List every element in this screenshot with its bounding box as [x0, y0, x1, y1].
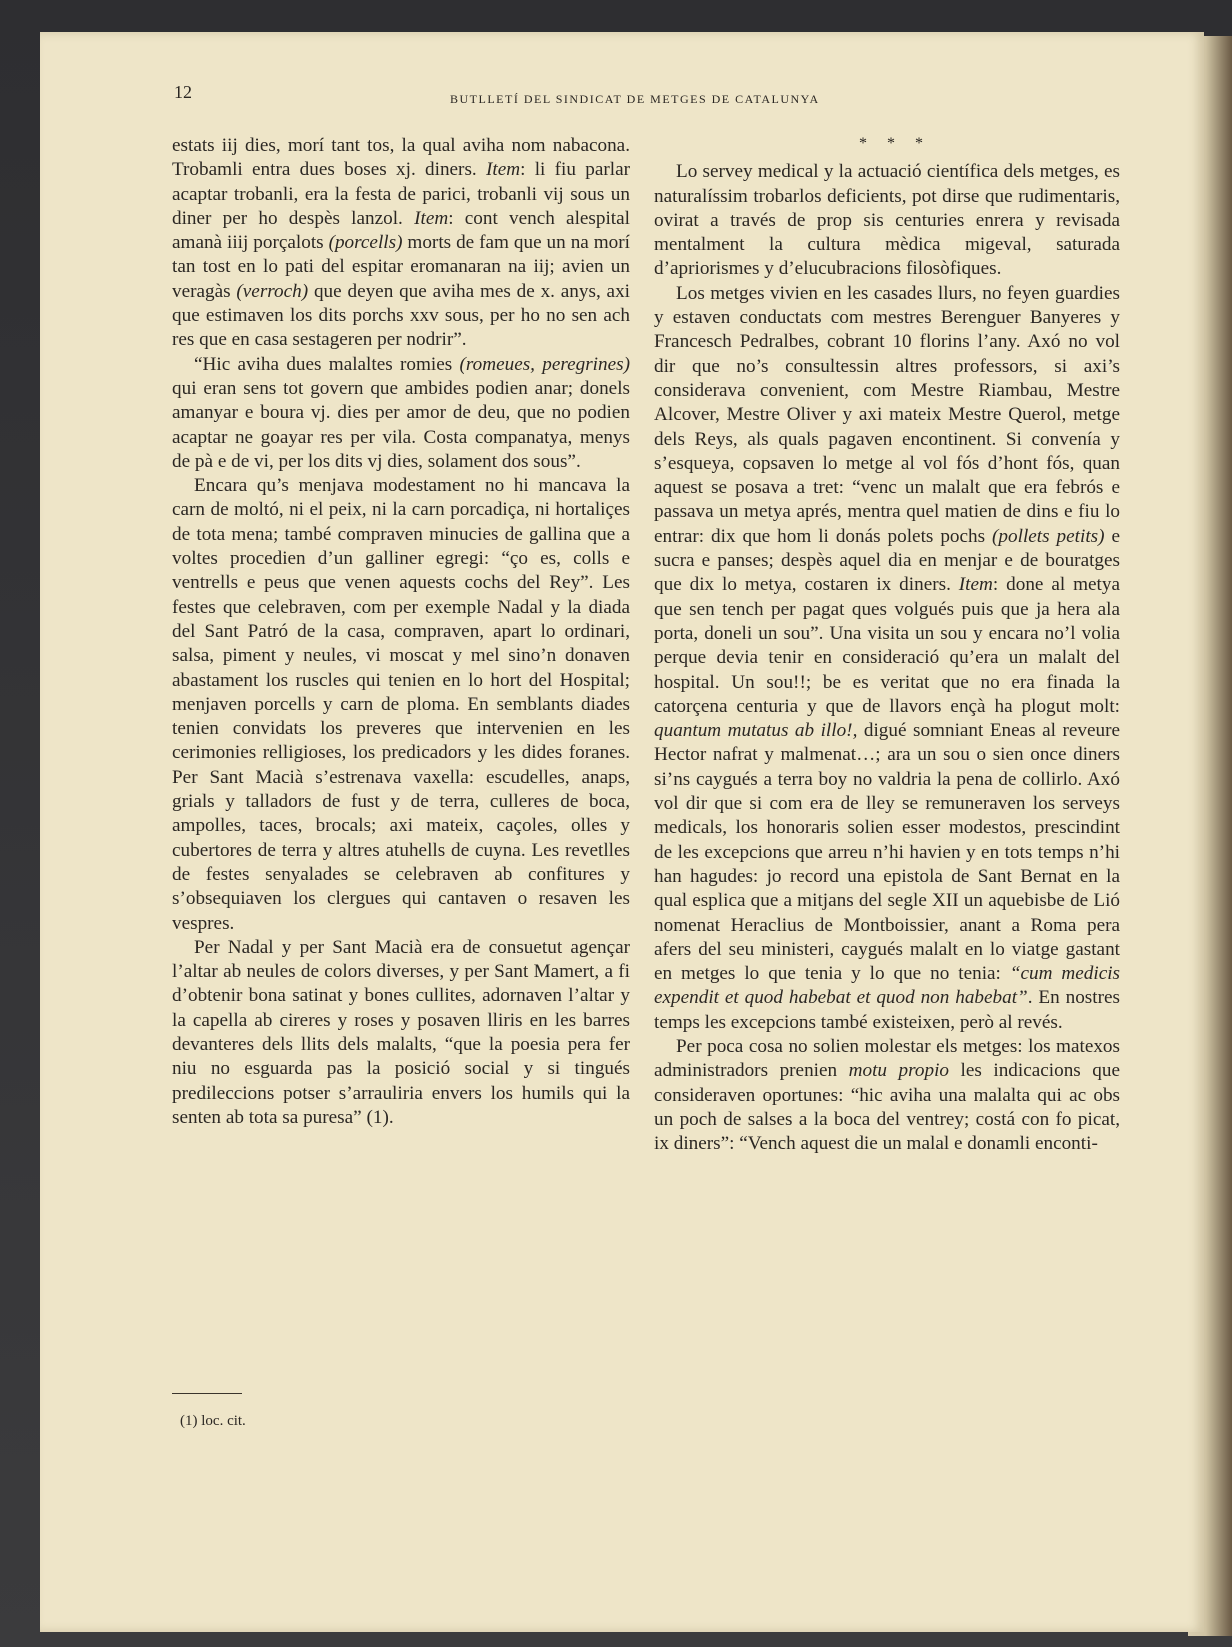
footnote: (1) loc. cit.	[180, 1413, 246, 1429]
paragraph	[654, 282, 1120, 1035]
text-run: les indicacions que consideraven oportunes: “hic aviha una malalta qui ac obs un poch de salses a la boca del ventrey; costá con fo picat, ix diners”: “Vench aquest die un malal e donamli enconti-	[654, 1060, 1121, 1155]
italic-text: (porcells)	[328, 232, 403, 254]
text-run: Per Nadal y per Sant Macià era de consuetut agençar l’altar ab neules de colors diverses, y per Sant Mamert, a fi d’obtenir bona satinat y bones cullites, adornaven l’altar y la capella ab cireres y roses y posaven lliris en les barres devanteres dels llits dels malalts, “que la poesia pera fer niu no esguarda pas la posició social y si tingués predileccions potser s’arrauliria envers los humils qui la senten ab tota sa puresa” (1).	[172, 936, 630, 1128]
paragraph	[172, 474, 630, 936]
italic-text: quantum mutatus ab illo!,	[654, 720, 858, 742]
text-run: : li fiu parlar acaptar trobanli, era la festa de parici, trobanli vij sous un diner per ho despès lanzol.	[172, 159, 630, 229]
italic-text: motu propio	[848, 1060, 950, 1082]
text-run: que deyen que aviha mes de x. anys, axi que estimaven los dits porchs xxv sous, per ho no sen ach res que en casa sestageren per nodrir”.	[172, 280, 631, 351]
text-run: . En nostres temps les excepcions també existeixen, però al revés.	[654, 987, 1120, 1033]
italic-text: “cum medicis expendit et quod habebat et quod non habebat”	[654, 963, 1121, 1009]
text-run: : cont vench alespital amanà iiij porçalots	[172, 207, 630, 254]
paragraph	[654, 160, 1120, 281]
text-run: qui eran sens tot govern que ambides podien anar; donels amanyar e boura vj. dies per amor de deu, que no podien acaptar ne goayar res per vila. Costa companatya, menys de pà e de vi, per los dits vj dies, solament dos sous”.	[172, 377, 630, 472]
text-run: Encara qu’s menjava modestament no hi mancava la carn de moltó, ni el peix, ni la carn porcadiça, ni hortaliçes de tota mena; també compraven minucies de gallina que a voltes procedien d’un galliner egregi: “ço es, colls e ventrells e peus que venen aquests cochs del Rey”. Les festes que celebraven, com per exemple Nadal y la diada del Sant Patró de la casa, compraven, apart lo ordinari, salsa, piment y neules, vi moscat y mel sino’n donaven abastament los ruscles qui tenien en lo hort del Hospital; menjaven porcells y carn de ploma. En semblants diades tenien convidats los preveres que intervenien en les cerimonies relligioses, los predicadors y les dides foranes. Per Sant Macià s’estrenava vaxella: escudelles, anaps, grials y talladors de fust y de terra, culleres de boca, ampolles, taces, brocals; axi mateix, caçoles, olles y cubertores de terra y altres atuhells de cuyna. Les revetlles de festes senyalades se celebraven ab confitures y s’obsequiaven los clergues qui cantaven o resaven les vespres.	[172, 475, 630, 934]
right-column	[654, 132, 1120, 1156]
text-run: Lo servey medical y la actuació científica dels metges, es naturalíssim trobarlos deficients, pot dirse que rudimentaris, ovirat a través de prop sis centuries enrera y revisada mentalment la cultura mèdica migeval, saturada d’apriorismes y d’elucubracions filosòfiques.	[654, 161, 1120, 280]
footnote-rule	[172, 1393, 242, 1394]
page-number: 12	[174, 82, 192, 102]
text-run: “Hic aviha dues malaltes romies	[194, 353, 460, 375]
text-run: digué somniant Eneas al reveure Hector nafrat y malmenat…; ara un sou o sien once diners si’ns caygués a terra boy no valdria la pena de collirlo. Axó vol dir que si com era de lley se remuneraven los serveys medicals, los honoraris solien esser modestos, prescindint de les excepcions que arreu n’hi havien y en tots temps n’hi han hagudes: jo record una epistola de Sant Bernat en la qual esplica que a mitjans del segle XII un aquebisbe de Lió nomenat Heraclius de Montboissier, anant a Roma pera afers del seu ministeri, caygués malalt en lo viatge gastant en metges lo que tenia y lo que no tenia:	[654, 720, 1120, 985]
italic-text: Item	[414, 207, 449, 229]
text-run: morts de fam que un na morí tan tost en lo pati del espitar eromanaran na iij; avien un veragàs	[172, 232, 630, 302]
italic-text: (romeues, peregrines)	[459, 353, 630, 375]
section-asterism: * * *	[859, 135, 931, 152]
paragraph	[172, 353, 630, 474]
italic-text: Item	[958, 574, 993, 596]
paragraph	[654, 1035, 1120, 1156]
right-column-body	[654, 160, 1120, 1156]
paragraph	[172, 134, 630, 353]
italic-text: Item	[486, 159, 521, 181]
text-run: Per poca cosa no solien molestar els metges: los matexos administradors prenien	[654, 1035, 1120, 1082]
text-run: e sucra e panses; despès aquel dia en menjar e de bouratges que dix lo metya, costaren ix diners.	[654, 525, 1120, 596]
text-run: : done al metya que sen tench per pagat ques volgués puis que ja hera ala porta, doneli un sou”. Una visita un sou y encara no’l volia perque devia tenir en consideració qu’era un malalt del hospital. Un sou!!; be es veritat que no era finada la catorçena centuria y que de llavors ençà ha plogut molt:	[654, 574, 1120, 717]
running-head: BUTLLETÍ DEL SINDICAT DE METGES DE CATALUNYA	[450, 92, 820, 106]
left-column	[172, 134, 630, 1130]
text-run: Los metges vivien en les casades llurs, no feyen guardies y estaven conductats com mestres Berenguer Banyeres y Francesch Pedralbes, cobrant 10 florins l’any. Axó no vol dir que no’s consultessin altres professors, si axi’s considerava convenient, com Mestre Riambau, Mestre Alcover, Mestre Oliver y axi mateix Mestre Querol, metge dels Reys, als quals pagaven encontinent. Si convenía y s’esqueya, copsaven lo metge al vol fós d’hont fós, quan aquest se posava a tret: “venc un malalt que era febrós e passava un metya aprés, mentra quel matien de dins e fiu lo entrar: dix que hom li donás polets pochs	[654, 282, 1120, 547]
text-run: estats iij dies, morí tant tos, la qual aviha nom nabacona. Trobamli entra dues boses xj. diners.	[172, 135, 630, 181]
italic-text: (verroch)	[236, 280, 309, 302]
italic-text: (pollets petits)	[992, 525, 1105, 547]
paragraph	[172, 936, 630, 1130]
